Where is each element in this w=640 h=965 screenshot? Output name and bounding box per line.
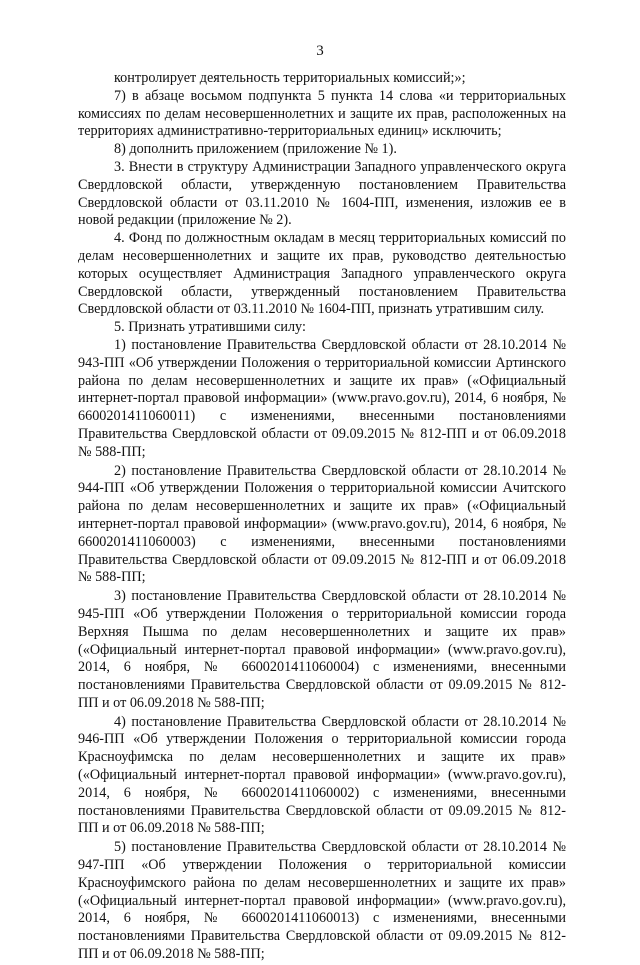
paragraph-item-4: 4. Фонд по должностным окладам в месяц территориальных комиссий по делам несовершеннолетних и защите их прав, руководство деятельностью которых осуществляет Администрация Западного управленческого округа Свердловской области, утвержденный постановлением Правительства Свердловской области от 03.11.2010 № 1604-ПП, признать утратившим силу. [78,230,566,318]
list-item-5-2: 2) постановление Правительства Свердловской области от 28.10.2014 № 944-ПП «Об утверждении Положения о территориальной комиссии Ачитского района по делам несовершеннолетних и защите их прав» («Официальный интернет-портал правовой информации» (www.pravo.gov.ru), 2014, 6 ноября, № 6600201411060003) с изменениями, внесенными постановлениями Правительства Свердловской области от 09.09.2015 № 812-ПП и от 06.09.2018 № 588-ПП; [78,462,566,586]
paragraph-subitem-7: 7) в абзаце восьмом подпункта 5 пункта 14 слова «и территориальных комиссиях по делам несовершеннолетних и защите их прав, расположенных на территориях административно-территориальных единиц» исключить; [78,87,566,140]
list-item-5-3: 3) постановление Правительства Свердловской области от 28.10.2014 № 945-ПП «Об утверждении Положения о территориальной комиссии города Верхняя Пышма по делам несовершеннолетних и защите их прав» («Официальный интернет-портал правовой информации» (www.pravo.gov.ru), 2014, 6 ноября, № 6600201411060004) с изменениями, внесенными постановлениями Правительства Свердловской области от 09.09.2015 № 812-ПП и от 06.09.2018 № 588-ПП; [78,588,566,711]
document-body [78,70,566,965]
page-number: 3 [316,43,324,59]
list-item-5-4: 4) постановление Правительства Свердловской области от 28.10.2014 № 946-ПП «Об утверждении Положения о территориальной комиссии города Красноуфимска по делам несовершеннолетних и защите их прав» («Официальный интернет-портал правовой информации» (www.pravo.gov.ru), 2014, 6 ноября, № 6600201411060002) с изменениями, внесенными постановлениями Правительства Свердловской области от 09.09.2015 № 812-ПП и от 06.09.2018 № 588-ПП; [78,713,566,837]
paragraph-continuation: контролирует деятельность территориальных комиссий;»; [114,70,466,86]
list-item-5-5: 5) постановление Правительства Свердловской области от 28.10.2014 № 947-ПП «Об утверждении Положения о территориальной комиссии Красноуфимского района по делам несовершеннолетних и защите их прав» («Официальный интернет-портал правовой информации» (www.pravo.gov.ru), 2014, 6 ноября, № 6600201411060013) с изменениями, внесенными постановлениями Правительства Свердловской области от 09.09.2015 № 812-ПП и от 06.09.2018 № 588-ПП; [78,839,566,963]
paragraph-item-5: 5. Признать утратившими силу: [114,319,306,336]
list-item-5-1: 1) постановление Правительства Свердловской области от 28.10.2014 № 943-ПП «Об утверждении Положения о территориальной комиссии Артинского района по делам несовершеннолетних и защите их прав» («Официальный интернет-портал правовой информации» (www.pravo.gov.ru), 2014, 6 ноября, № 6600201411060011) с изменениями, внесенными постановлениями Правительства Свердловской области от 09.09.2015 № 812-ПП и от 06.09.2018 № 588-ПП; [78,336,566,460]
paragraph-subitem-8: 8) дополнить приложением (приложение № 1). [114,141,397,158]
paragraph-item-3: 3. Внести в структуру Администрации Западного управленческого округа Свердловской области, утвержденную постановлением Правительства Свердловской области от 03.11.2010 № 1604-ПП, изменения, изложив ее в новой редакции (приложение № 2). [78,158,566,229]
